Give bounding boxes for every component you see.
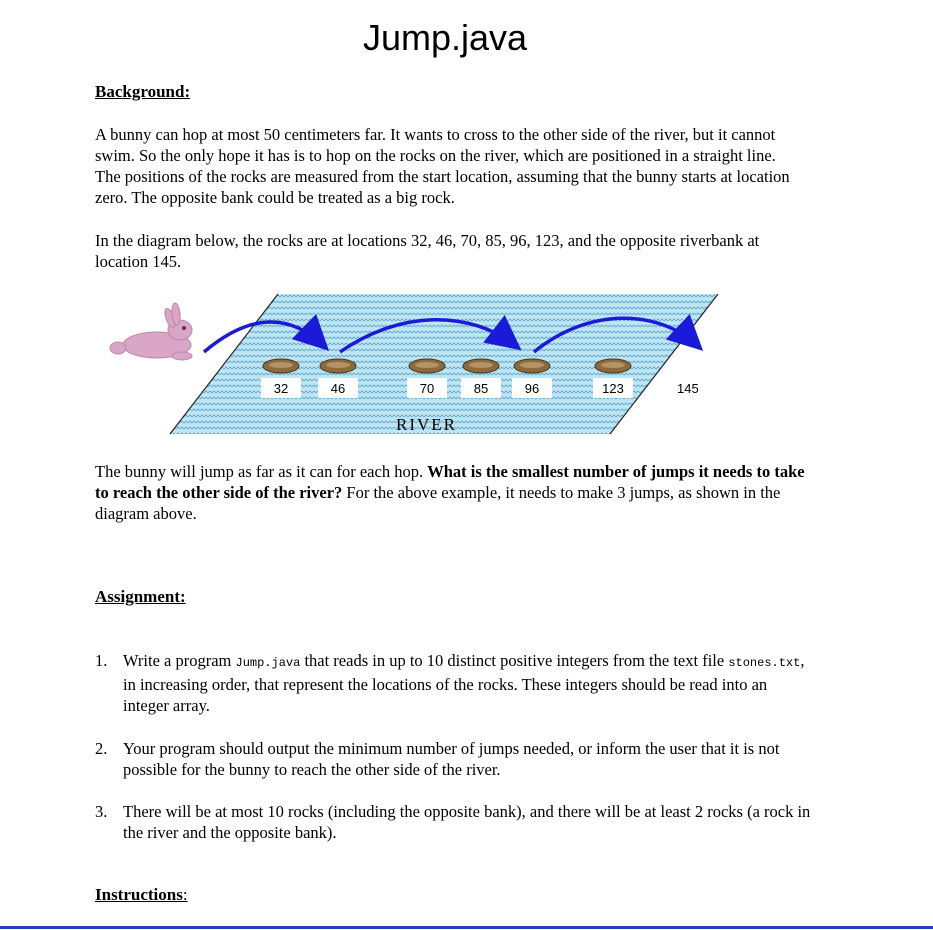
item-number: 2. [95, 739, 108, 758]
item-number: 3. [95, 802, 108, 821]
instructions-heading [95, 885, 188, 905]
item-text-pre: Write a program [123, 651, 236, 670]
stone-label-32: 32 [273, 381, 289, 396]
river-diagram [100, 288, 730, 438]
assignment-list [95, 650, 815, 843]
assignment-item-3 [95, 801, 815, 843]
p3-text-a: The bunny will jump as far as it can for each hop. [95, 462, 428, 481]
instructions-colon: : [182, 885, 188, 904]
item-text: Your program should output the minimum number of jumps needed, or inform the user that it is not possible for the bunny to reach the other side of the river. [123, 739, 780, 779]
background-paragraph-3 [95, 461, 805, 524]
item-number: 1. [95, 651, 108, 670]
stone-label-96: 96 [524, 381, 540, 396]
stone-highlight [269, 362, 293, 368]
background-paragraph-1: A bunny can hop at most 50 centimeters far. It wants to cross to the other side of the river, but it cannot swim. So the only hope it has is to hop on the rocks on the river, which are positioned in a straight line. The positions of the rocks are measured from the start location, assuming that the bunny starts at location zero. The opposite bank could be treated as a big rock. [95, 125, 790, 207]
river-label: RIVER [396, 415, 457, 434]
bottom-rule [0, 926, 933, 929]
stone-label-123: 123 [602, 381, 624, 396]
assignment-item-1 [95, 650, 815, 716]
item-code-filename: Jump.java [235, 656, 301, 670]
stone-highlight [520, 362, 544, 368]
stone-label-46: 46 [330, 381, 346, 396]
assignment-item-2 [95, 738, 815, 780]
stone-highlight [601, 362, 625, 368]
instructions-heading-label: Instructions [95, 885, 183, 904]
stone-highlight [326, 362, 350, 368]
assignment-heading: Assignment: [95, 587, 186, 606]
bank-label: 145 [677, 381, 699, 396]
stone-label-85: 85 [473, 381, 489, 396]
background-heading: Background: [95, 82, 191, 101]
page-title: Jump.java [362, 17, 528, 58]
p3-bold-question: What is the smallest number of jumps it needs to take to reach the other side of the river? [95, 462, 805, 502]
item-text-post: , in increasing order, that represent the locations of the rocks. These integers should be read into an integer array. [123, 651, 805, 715]
item-text: There will be at most 10 rocks (including the opposite bank), and there will be at least 2 rocks (a rock in the river and the opposite bank). [123, 802, 811, 842]
item-text-mid: that reads in up to 10 distinct positive integers from the text file [300, 651, 729, 670]
background-paragraph-2: In the diagram below, the rocks are at locations 32, 46, 70, 85, 96, 123, and the opposite riverbank at location 145. [95, 231, 760, 271]
stone-highlight [415, 362, 439, 368]
item-code-input-file: stones.txt [728, 656, 801, 670]
bunny-icon [110, 303, 192, 360]
stone-label-70: 70 [419, 381, 435, 396]
stone-highlight [469, 362, 493, 368]
p3-text-b: For the above example, it needs to make 3 jumps, as shown in the diagram above. [95, 483, 781, 523]
